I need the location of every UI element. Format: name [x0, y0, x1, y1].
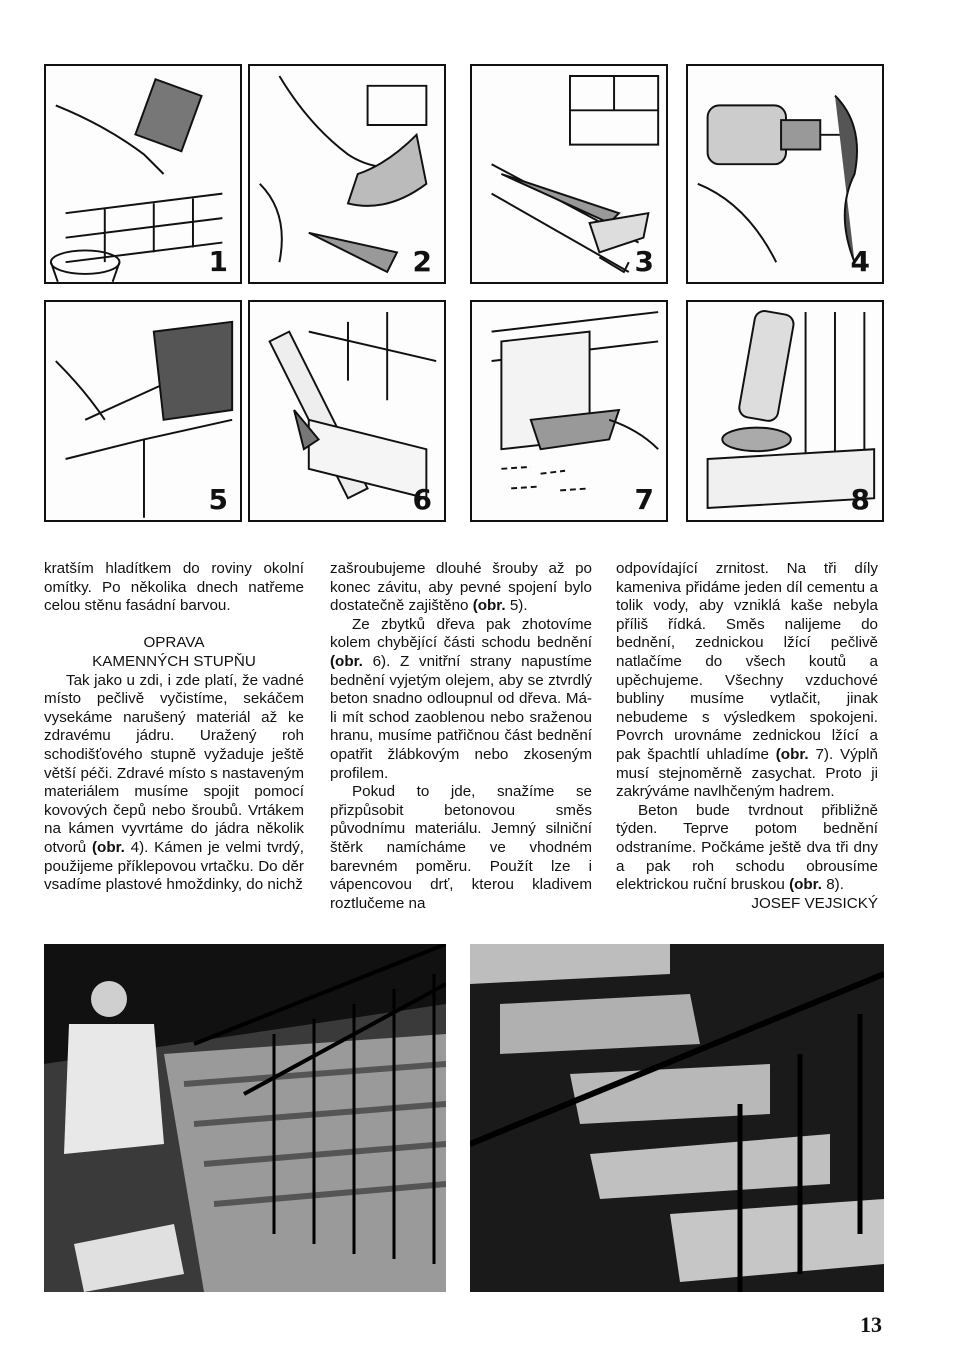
figure-ref: (obr. — [789, 876, 822, 894]
section-heading: OPRAVA KAMENNÝCH STUPŇU — [92, 634, 256, 670]
panel-6 — [248, 300, 446, 522]
panel-8 — [686, 300, 884, 522]
panel-number: 5 — [208, 483, 228, 516]
paragraph: Ze zbytků dřeva pak zhotovíme kolem chybějící části schodu bednění (obr. 6). Z vnitřní strany napustíme bednění vyjetým olejem, aby se ztvrdlý beton snadno odloupnul od dřeva. Má-li mít schod zaoblenou nebo sraženou hranu, musíme patřičnou část bednění opatřit žlábkovým nebo zkoseným profilem. — [330, 615, 592, 782]
panel-3 — [470, 64, 668, 284]
panel-number: 3 — [634, 245, 654, 278]
figure-ref: (obr. — [91, 838, 125, 856]
panel-2 — [248, 64, 446, 284]
granite-steps-railing-photo — [470, 944, 884, 1292]
panel-number: 1 — [208, 245, 228, 278]
paragraph: Beton bude tvrdnout přibližně týden. Teprve potom bednění odstraníme. Počkáme ještě dva tři dny a pak roh schodu obrousíme elektrickou ruční bruskou (obr. 8). — [616, 801, 878, 894]
figure-ref: (obr. — [330, 652, 363, 670]
panel-number: 2 — [412, 245, 432, 278]
panel-number: 4 — [850, 245, 870, 278]
panel-4 — [686, 64, 884, 284]
photo-left — [44, 944, 446, 1292]
paragraph: odpovídající zrnitost. Na tři díly kameniva přidáme jeden díl cementu a tolik vody, aby vzniklá kaše nebyla příliš řídká. Směs nalijeme do bednění, zednickou lžící pečlivě natlačíme do všech koutů a upěchujeme. Všechny vzduchové bubliny musíme vytlačit, jinak nebudeme s výsledkem spokojeni. Povrch urovnáme zednickou lžící a pak špachtlí uhladíme (obr. 7). Výplň musí stejnoměrně zasychat. Proto ji zakrýváme navlhčeným hadrem. — [616, 560, 879, 801]
text-column-3 — [616, 560, 878, 913]
panel-number: 8 — [850, 483, 870, 516]
panel-1 — [44, 64, 242, 284]
author-signature: JOSEF VEJSICKÝ — [751, 894, 878, 912]
figure-ref: (obr. — [472, 597, 506, 615]
figure-ref: (obr. — [775, 745, 809, 763]
text-column-1 — [44, 560, 304, 895]
panel-number: 6 — [412, 483, 432, 516]
page-number: 13 — [860, 1312, 882, 1337]
paragraph: Tak jako u zdi, i zde platí, že vadné místo pečlivě vyčistíme, sekáčem vysekáme narušený materiál až ke zdravému jádru. Uražený roh schodišťového stupně vyžaduje ještě větší péči. Zdravé místo s nastaveným materiálem musíme spojit pomocí kovových čepů nebo šroubů. Vrtákem na kámen vyvrtáme do jádra několik otvorů (obr. 4). Kámen je velmi tvrdý, použijeme příklepovou vrtačku. Do děr vsadíme plastové hmoždinky, do nichž — [44, 671, 304, 894]
panel-7 — [470, 300, 668, 522]
paragraph: kratším hladítkem do roviny okolní omítky. Po několika dnech natřeme celou stěnu fasádní barvou. — [44, 560, 304, 615]
paragraph: zašroubujeme dlouhé šrouby až po konec závitu, aby pevné spojení bylo dostatečně zajištěno (obr. 5). — [330, 560, 592, 615]
man-repairing-steps-photo — [44, 944, 446, 1292]
text-column-2 — [330, 560, 592, 913]
panel-number: 7 — [634, 483, 654, 516]
panel-5 — [44, 300, 242, 522]
paragraph: Pokud to jde, snažíme se přizpůsobit betonovou směs původnímu materiálu. Jemný silniční štěrk namícháme ve vhodném barevném poměru. Použít lze i vápencovou drť, kterou kladivem roztlučeme na — [330, 783, 592, 912]
photo-right — [470, 944, 884, 1292]
